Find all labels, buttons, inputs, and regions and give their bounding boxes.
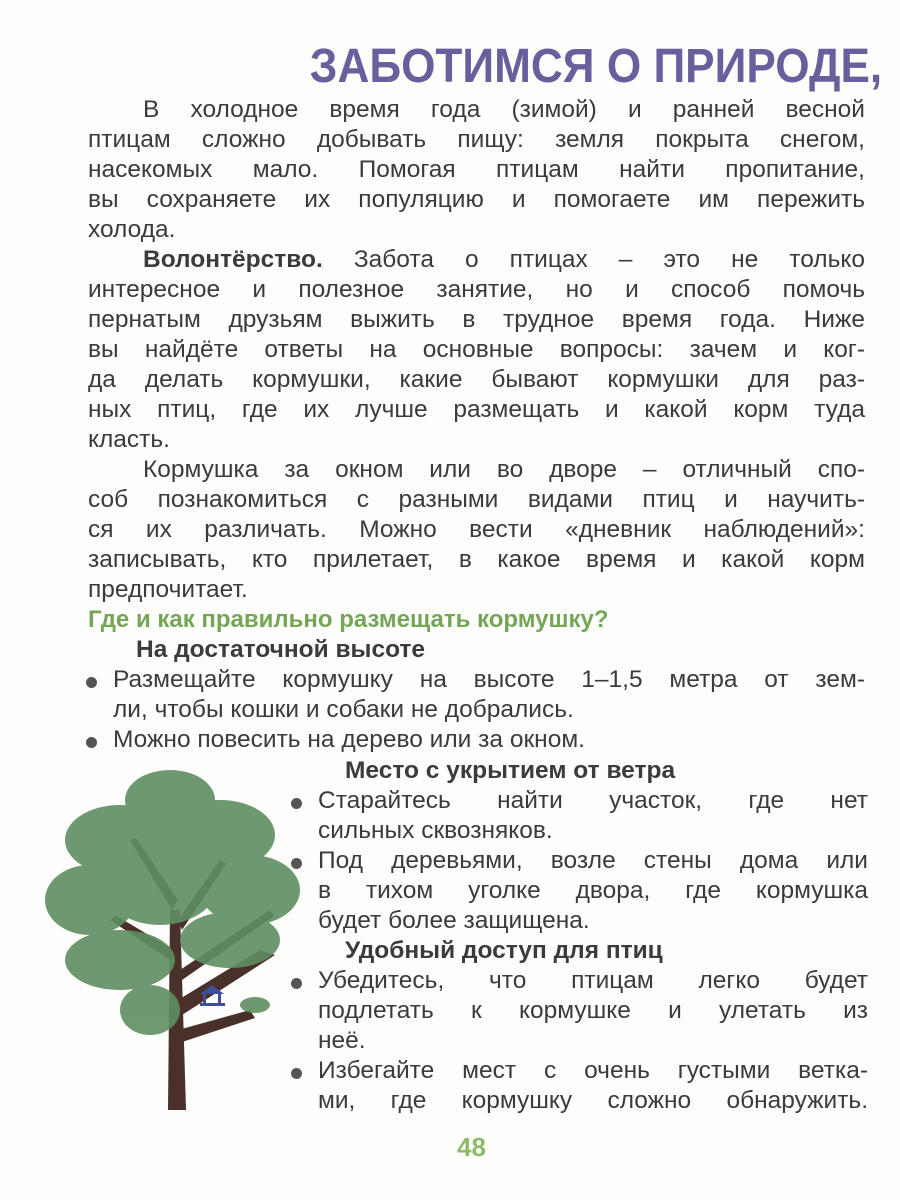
bullet-text: подлетать к кормушке и улетать из	[318, 997, 868, 1024]
text-line: Забота о птицах – это не только	[322, 246, 865, 273]
text-line: вы сохраняете их популяцию и помогаете им пережить	[88, 186, 865, 213]
bullet-text: Убедитесь, что птицам легко будет	[318, 967, 868, 994]
text-line: вы найдёте ответы на основные вопросы: зачем и ког-	[88, 336, 865, 363]
bullet-text: Старайтесь найти участок, где нет	[318, 787, 868, 814]
text-line: пернатым друзьям выжить в трудное время года. Ниже	[88, 306, 865, 333]
bullet-text: ли, чтобы кошки и собаки не добрались.	[113, 696, 574, 723]
bullet-text: Под деревьями, возле стены дома или	[318, 847, 868, 874]
text-line: птицам сложно добывать пищу: земля покрыта снегом,	[88, 126, 865, 153]
text-line: насекомых мало. Помогая птицам найти пропитание,	[88, 156, 865, 183]
bullet-text: ми, где кормушку сложно обнаружить.	[318, 1087, 868, 1114]
bullet-icon	[291, 858, 302, 869]
text-line: В холодное время года (зимой) и ранней весной	[143, 96, 865, 123]
subheading-height: На достаточной высоте	[136, 636, 426, 663]
page-number: 48	[457, 1132, 486, 1162]
bullet-text: сильных сквозняков.	[318, 817, 553, 844]
bullet-icon	[291, 978, 302, 989]
text-line: записывать, кто прилетает, в какое время и какой корм	[88, 546, 865, 573]
tree-illustration	[20, 760, 300, 1120]
text-line: интересное и полезное занятие, но и способ помочь	[88, 276, 865, 303]
text-line: предпочитает.	[88, 576, 248, 603]
bullet-text: Избегайте мест с очень густыми ветка-	[318, 1057, 868, 1084]
text-line: ных птиц, где их лучше размещать и какой корм туда	[88, 396, 865, 423]
text-line: ся их различать. Можно вести «дневник наблюдений»:	[88, 516, 865, 543]
text-line: Кормушка за окном или во дворе – отличный спо-	[143, 456, 865, 483]
section-heading: Где и как правильно размещать кормушку?	[88, 606, 609, 633]
volunteering-lead: Волонтёрство.	[143, 246, 323, 273]
subheading-wind: Место с укрытием от ветра	[345, 757, 676, 784]
text-line: класть.	[88, 426, 170, 453]
bullet-text: будет более защищена.	[318, 907, 590, 934]
subheading-access: Удобный доступ для птиц	[345, 937, 663, 964]
text-line: холода.	[88, 216, 176, 243]
bullet-icon	[86, 737, 97, 748]
bullet-icon	[86, 677, 97, 688]
bullet-icon	[291, 1068, 302, 1079]
bullet-text: Размещайте кормушку на высоте 1–1,5 метра от зем-	[113, 666, 865, 693]
bullet-text: неё.	[318, 1027, 366, 1054]
bullet-text: в тихом уголке двора, где кормушка	[318, 877, 868, 904]
bullet-icon	[291, 798, 302, 809]
text-line: да делать кормушки, какие бывают кормушки для раз-	[88, 366, 865, 393]
bullet-text: Можно повесить на дерево или за окном.	[113, 726, 585, 753]
page-title: ЗАБОТИМСЯ О ПРИРОДЕ,	[309, 40, 882, 93]
text-line: соб познакомиться с разными видами птиц и научить-	[88, 486, 865, 513]
